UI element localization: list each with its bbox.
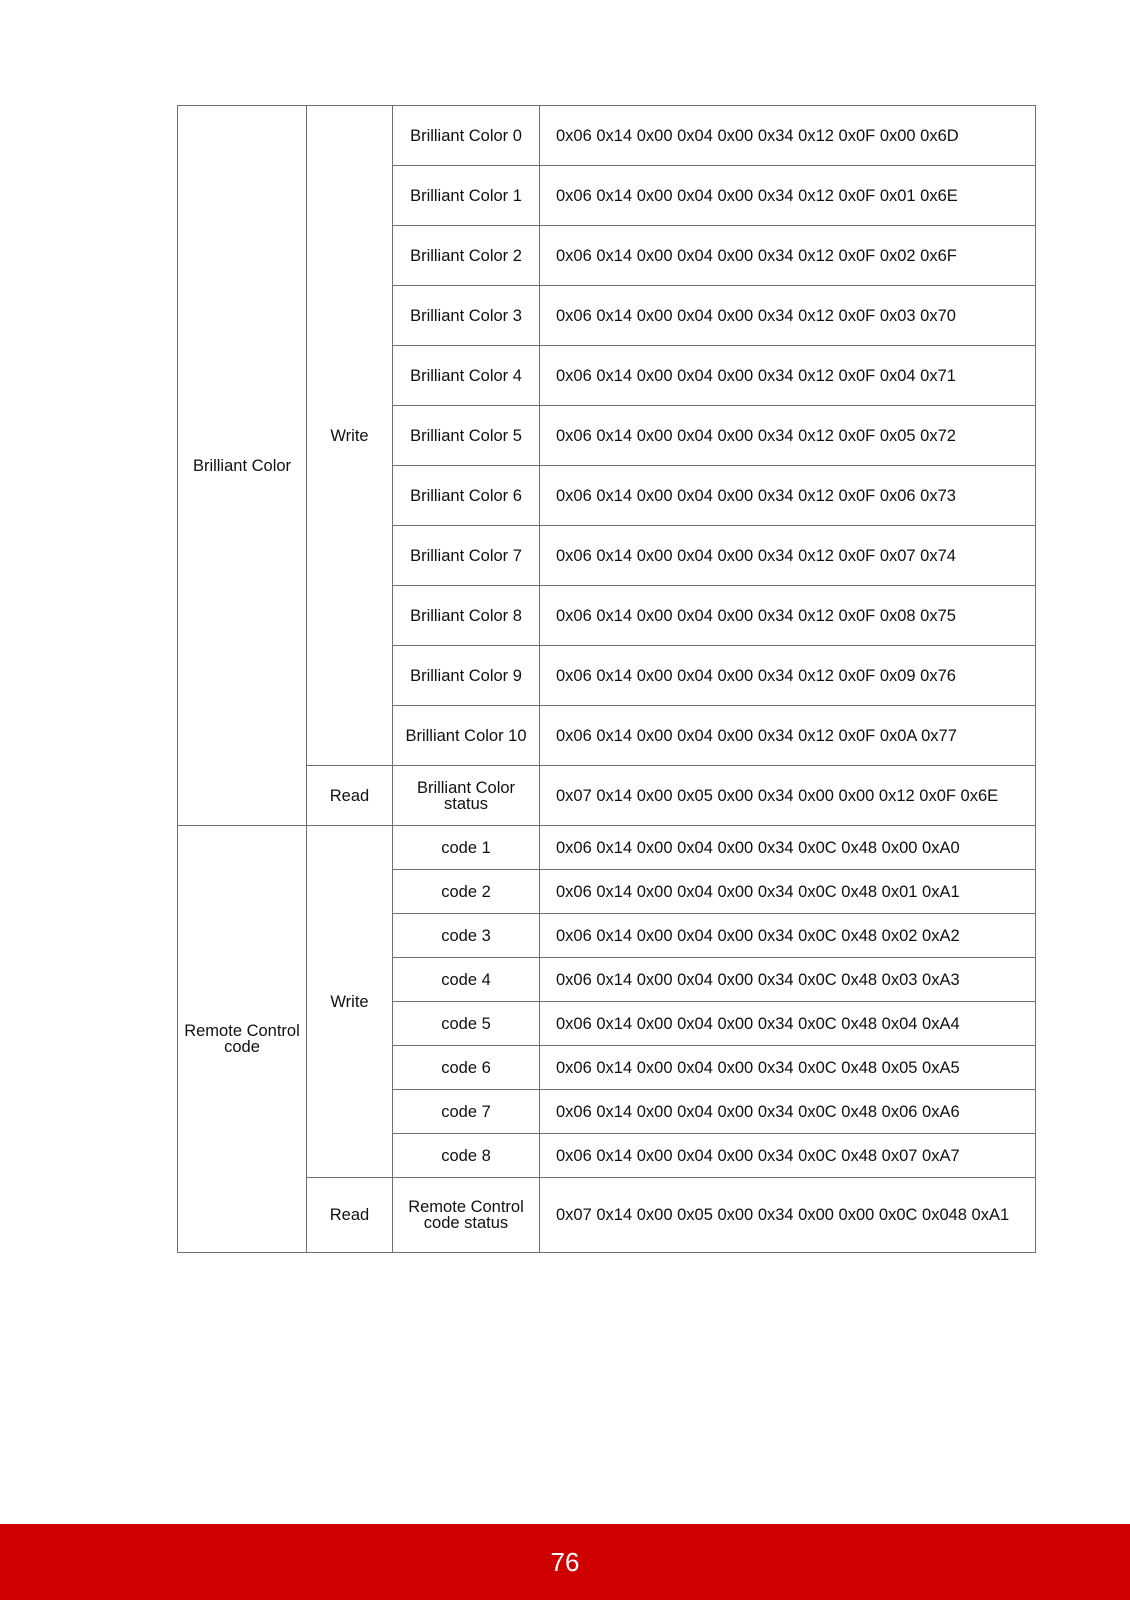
command-table <box>177 105 1036 1253</box>
item-cell: Brilliant Color 3 <box>393 286 540 346</box>
command-cell: 0x06 0x14 0x00 0x04 0x00 0x34 0x0C 0x48 0x06 0xA6 <box>540 1090 1036 1134</box>
item-cell: code 8 <box>393 1134 540 1178</box>
command-cell: 0x06 0x14 0x00 0x04 0x00 0x34 0x12 0x0F 0x03 0x70 <box>540 286 1036 346</box>
operation-cell: Write <box>307 826 393 1178</box>
command-cell: 0x06 0x14 0x00 0x04 0x00 0x34 0x0C 0x48 0x05 0xA5 <box>540 1046 1036 1090</box>
command-cell: 0x06 0x14 0x00 0x04 0x00 0x34 0x12 0x0F 0x0A 0x77 <box>540 706 1036 766</box>
table-row <box>178 106 1036 166</box>
item-cell: Brilliant Color 9 <box>393 646 540 706</box>
table-row <box>178 1178 1036 1253</box>
command-cell: 0x06 0x14 0x00 0x04 0x00 0x34 0x12 0x0F 0x07 0x74 <box>540 526 1036 586</box>
command-cell: 0x06 0x14 0x00 0x04 0x00 0x34 0x12 0x0F 0x01 0x6E <box>540 166 1036 226</box>
command-cell: 0x06 0x14 0x00 0x04 0x00 0x34 0x12 0x0F 0x06 0x73 <box>540 466 1036 526</box>
item-cell: Brilliant Color 8 <box>393 586 540 646</box>
command-cell: 0x06 0x14 0x00 0x04 0x00 0x34 0x12 0x0F 0x02 0x6F <box>540 226 1036 286</box>
item-cell: code 5 <box>393 1002 540 1046</box>
page-number: 76 <box>550 1547 580 1577</box>
table-row <box>178 766 1036 826</box>
item-cell: Brilliant Color 5 <box>393 406 540 466</box>
operation-cell: Read <box>307 1178 393 1253</box>
item-cell: Remote Control code status <box>393 1178 540 1253</box>
command-cell: 0x06 0x14 0x00 0x04 0x00 0x34 0x12 0x0F 0x04 0x71 <box>540 346 1036 406</box>
item-cell: Brilliant Color 7 <box>393 526 540 586</box>
command-table-body <box>178 106 1036 1253</box>
operation-cell: Write <box>307 106 393 766</box>
item-cell: Brilliant Color 2 <box>393 226 540 286</box>
command-cell: 0x06 0x14 0x00 0x04 0x00 0x34 0x12 0x0F 0x05 0x72 <box>540 406 1036 466</box>
command-cell: 0x06 0x14 0x00 0x04 0x00 0x34 0x12 0x0F 0x00 0x6D <box>540 106 1036 166</box>
footer-bar <box>0 1524 1130 1600</box>
command-cell: 0x06 0x14 0x00 0x04 0x00 0x34 0x0C 0x48 0x04 0xA4 <box>540 1002 1036 1046</box>
command-cell: 0x06 0x14 0x00 0x04 0x00 0x34 0x0C 0x48 0x02 0xA2 <box>540 914 1036 958</box>
item-cell: code 3 <box>393 914 540 958</box>
operation-cell: Read <box>307 766 393 826</box>
command-cell: 0x06 0x14 0x00 0x04 0x00 0x34 0x0C 0x48 0x00 0xA0 <box>540 826 1036 870</box>
item-cell: code 4 <box>393 958 540 1002</box>
command-cell: 0x07 0x14 0x00 0x05 0x00 0x34 0x00 0x00 0x12 0x0F 0x6E <box>540 766 1036 826</box>
command-cell: 0x06 0x14 0x00 0x04 0x00 0x34 0x0C 0x48 0x03 0xA3 <box>540 958 1036 1002</box>
command-cell: 0x07 0x14 0x00 0x05 0x00 0x34 0x00 0x00 0x0C 0x048 0xA1 <box>540 1178 1036 1253</box>
item-cell: code 2 <box>393 870 540 914</box>
table-row <box>178 826 1036 870</box>
command-cell: 0x06 0x14 0x00 0x04 0x00 0x34 0x0C 0x48 0x01 0xA1 <box>540 870 1036 914</box>
command-cell: 0x06 0x14 0x00 0x04 0x00 0x34 0x12 0x0F 0x09 0x76 <box>540 646 1036 706</box>
command-cell: 0x06 0x14 0x00 0x04 0x00 0x34 0x0C 0x48 0x07 0xA7 <box>540 1134 1036 1178</box>
item-cell: code 1 <box>393 826 540 870</box>
item-cell: Brilliant Color status <box>393 766 540 826</box>
item-cell: Brilliant Color 4 <box>393 346 540 406</box>
item-cell: Brilliant Color 6 <box>393 466 540 526</box>
item-cell: code 6 <box>393 1046 540 1090</box>
item-cell: Brilliant Color 10 <box>393 706 540 766</box>
category-cell: Remote Control code <box>178 826 307 1253</box>
category-cell: Brilliant Color <box>178 106 307 826</box>
item-cell: code 7 <box>393 1090 540 1134</box>
item-cell: Brilliant Color 0 <box>393 106 540 166</box>
command-cell: 0x06 0x14 0x00 0x04 0x00 0x34 0x12 0x0F 0x08 0x75 <box>540 586 1036 646</box>
item-cell: Brilliant Color 1 <box>393 166 540 226</box>
